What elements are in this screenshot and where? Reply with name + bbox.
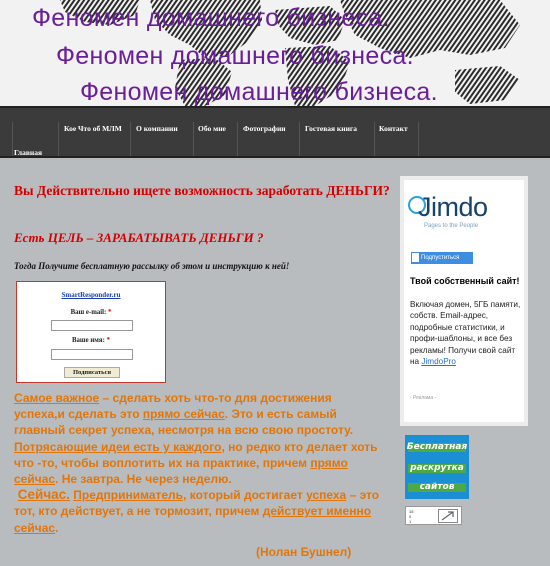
nav-item-contact[interactable]: Контакт <box>379 124 408 133</box>
nav-separator <box>130 122 131 156</box>
main-navigation <box>0 106 550 158</box>
jimdo-logo: Jimdo <box>418 192 488 222</box>
nav-separator <box>193 122 194 156</box>
visitor-counter[interactable] <box>405 506 462 525</box>
page-icon <box>412 253 419 262</box>
jimdo-ad-box[interactable] <box>400 176 528 426</box>
nav-separator <box>418 122 419 156</box>
headline: Вы Действительно ищете возможность заработать ДЕНЬГИ? <box>14 183 390 198</box>
nav-item-about-company[interactable]: О компании <box>136 124 178 133</box>
name-field[interactable] <box>51 349 133 360</box>
nav-separator <box>374 122 375 156</box>
nav-separator <box>12 122 13 156</box>
header-banner <box>0 0 550 106</box>
ad-label: - Реклама - <box>410 395 437 401</box>
counter-digits: 15 0 1 <box>409 509 414 524</box>
promo-line-2: раскрутка <box>410 463 464 473</box>
jimdopro-link[interactable]: JimdoPro <box>421 357 456 367</box>
jimdo-tagline: Pages to the People <box>424 223 479 229</box>
motivational-quote: Самое важное – сделать хоть что-то для достижения успеха,и сделать это прямо сейчас. Это и есть самый главный секрет успеха, несмотря на всю свою простоту. Потрясающие идеи есть у каждого, но редко кто делает хоть что -то, чтобы воплотить их на практике, причем прямо сейчас. Не завтра. Не через неделю. Сейчас. Предприниматель, который достигает успеха – это тот, кто действует, а не тормозит, причем действует именно сейчас. <box>14 391 380 535</box>
jimdo-signup-button[interactable]: Подпуститься <box>411 252 473 264</box>
subscribe-prompt: Тогда Получите бесплатную рассылку об этом и инструкцию к ней! <box>14 261 290 271</box>
name-label: Ваше имя: * <box>72 337 110 344</box>
subscribe-button[interactable]: Подписаться <box>64 367 120 378</box>
promo-line-3: сайтов <box>419 482 455 492</box>
email-label: Ваш e-mail: * <box>70 309 112 316</box>
jimdo-description: Включая домен, 5ГБ памяти, собств. Email-адрес, подробные статистики, и профи-шаблоны, и все без рекламы! Получи свой сайт на JimdoPro <box>410 300 521 367</box>
nav-item-photos[interactable]: Фотографии <box>243 124 286 133</box>
nav-item-mlm[interactable]: Кое Что об МЛМ <box>64 124 122 133</box>
nav-item-home[interactable]: Главная <box>14 148 43 157</box>
jimdo-heading: Твой собственный сайт! <box>410 276 520 286</box>
nav-separator <box>58 122 59 156</box>
promo-banner[interactable] <box>405 435 469 499</box>
promo-line-1: Бесплатная <box>406 442 468 452</box>
nav-item-guestbook[interactable]: Гостевая книга <box>305 124 358 133</box>
arrow-icon <box>438 509 458 523</box>
smartresponder-link[interactable]: SmartResponder.ru <box>61 291 121 299</box>
site-title-line-2: Феномен домашнего бизнеса. <box>56 42 414 70</box>
quote-author: (Нолан Бушнел) <box>256 545 352 559</box>
nav-separator <box>299 122 300 156</box>
site-title-line-3: Феномен домашнего бизнеса. <box>80 78 438 106</box>
nav-separator <box>237 122 238 156</box>
nav-item-about-me[interactable]: Обо мне <box>198 124 226 133</box>
subscribe-form <box>16 281 166 383</box>
email-field[interactable] <box>51 320 133 331</box>
site-title-line-1: Феномен домашнего бизнеса. <box>32 4 390 32</box>
goal-heading: Есть ЦЕЛЬ – ЗАРАБАТЫВАТЬ ДЕНЬГИ ? <box>14 230 264 245</box>
